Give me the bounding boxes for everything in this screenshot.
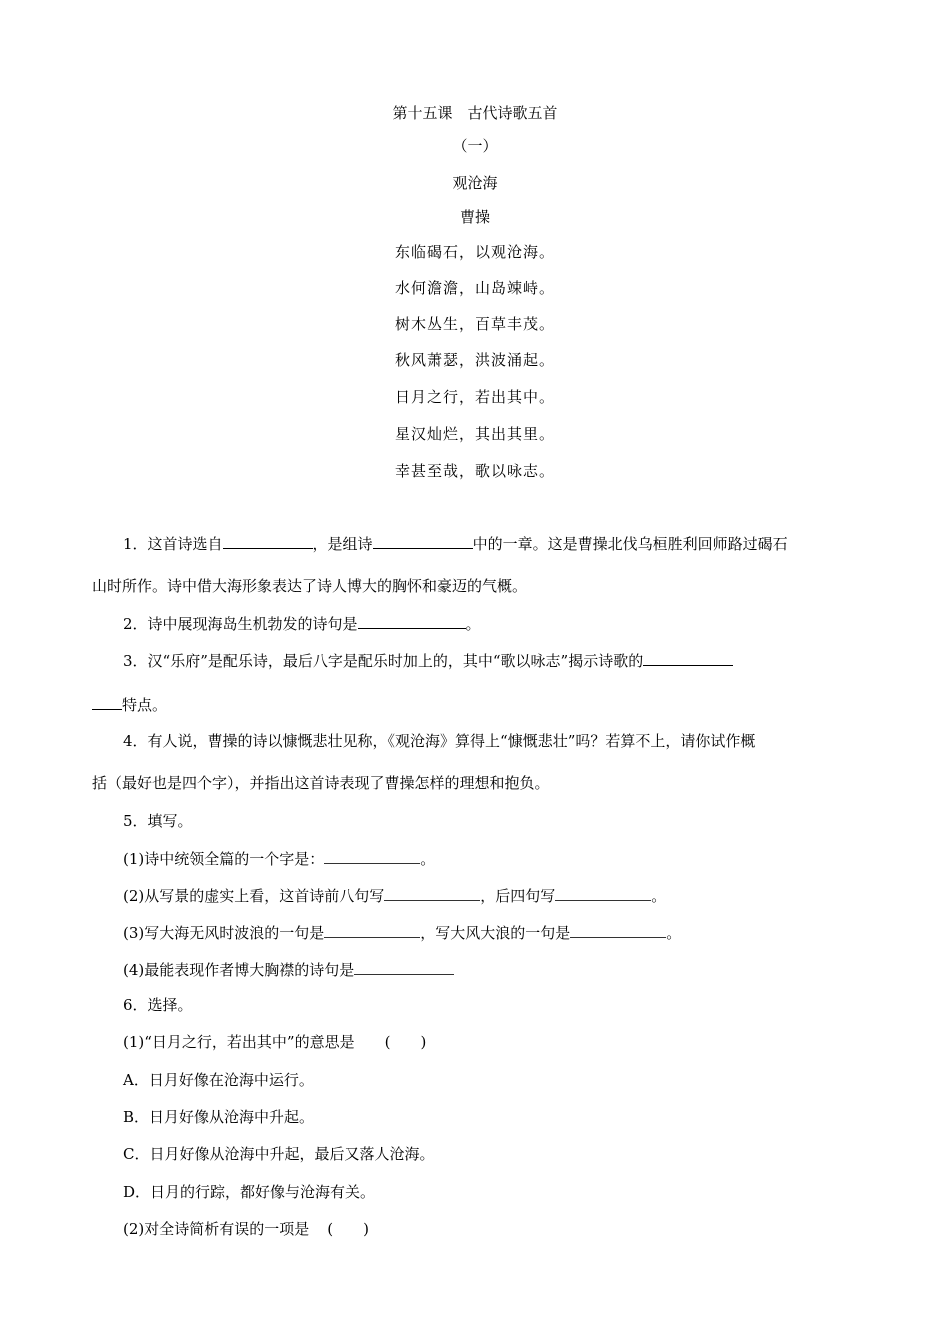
question-5-3: (3)写大海无风时波浪的一句是 ，写大风大浪的一句是 。 [123,924,682,942]
answer-blank[interactable] [354,959,454,975]
answer-blank[interactable] [358,613,466,629]
poem-line: 星汉灿烂，其出其里。 [394,425,555,443]
poem-line: 东临碣石，以观沧海。 [394,243,555,261]
answer-blank[interactable] [570,922,666,938]
option-a[interactable]: A．日月好像在沧海中运行。 [123,1071,314,1089]
question-1: 1．这首诗选自 ，是组诗 中的一章。这是曹操北伐乌桓胜利回师路过碣石 [123,535,788,553]
answer-parentheses[interactable]: ( ) [384,1033,427,1051]
answer-parentheses[interactable]: ( ) [327,1220,369,1238]
question-3: 3．汉“乐府”是配乐诗，最后八字是配乐时加上的，其中“歌以咏志”揭示诗歌的 [92,650,893,671]
poem-author: 曹操 [459,208,490,226]
section-number: （一） [452,137,498,155]
answer-blank[interactable] [92,694,122,710]
question-5-title: 5．填写。 [123,812,193,830]
poem-title: 观沧海 [452,174,498,192]
question-6-title: 6．选择。 [123,996,193,1014]
answer-blank[interactable] [384,885,480,901]
answer-blank[interactable] [643,650,733,666]
answer-blank[interactable] [555,885,651,901]
poem-line: 秋风萧瑟，洪波涌起。 [394,351,555,369]
answer-blank[interactable] [324,848,420,864]
question-4: 4．有人说，曹操的诗以慷慨悲壮见称，《观沧海》算得上“慷慨悲壮”吗？若算不上，请你试作概 [123,732,756,750]
question-1-continued: 山时所作。诗中借大海形象表达了诗人博大的胸怀和豪迈的气概。 [92,577,528,595]
question-5-2: (2)从写景的虚实上看，这首诗前八句写 ，后四句写 。 [123,887,667,905]
answer-blank[interactable] [223,533,313,549]
option-c[interactable]: C．日月好像从沧海中升起，最后又落人沧海。 [123,1145,435,1163]
question-2: 2．诗中展现海岛生机勃发的诗句是 。 [123,615,481,633]
option-b[interactable]: B．日月好像从沧海中升起。 [123,1108,315,1126]
answer-blank[interactable] [324,922,420,938]
poem-line: 水何澹澹，山岛竦峙。 [394,279,555,297]
answer-blank[interactable] [373,533,473,549]
poem-line: 树木丛生，百草丰茂。 [394,315,555,333]
question-3-continued: 特点。 [92,694,862,715]
poem-line: 幸甚至哉，歌以咏志。 [394,462,555,480]
poem-line: 日月之行，若出其中。 [394,388,555,406]
question-6-2: (2)对全诗简析有误的一项是 ( ) [123,1220,369,1238]
question-5-1: (1)诗中统领全篇的一个字是： 。 [123,850,436,868]
question-5-4: (4)最能表现作者博大胸襟的诗句是 [92,959,893,980]
option-d[interactable]: D．日月的行踪，都好像与沧海有关。 [123,1183,376,1201]
lesson-title: 第十五课 古代诗歌五首 [392,104,558,122]
question-4-continued: 括（最好也是四个字），并指出这首诗表现了曹操怎样的理想和抱负。 [92,774,550,792]
question-6-1: (1)“日月之行，若出其中”的意思是 ( ) [123,1033,427,1051]
